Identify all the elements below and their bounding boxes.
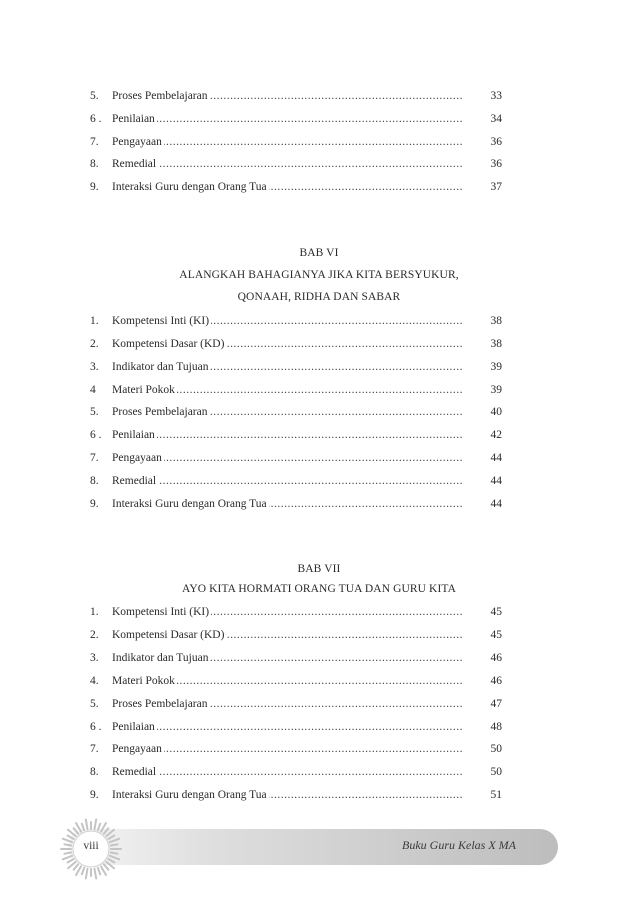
entry-label: Remedial [112,158,157,170]
toc-entry [90,381,502,399]
entry-label: Remedial [112,475,157,487]
badge-ray [82,868,84,875]
entry-page: 42 [490,429,502,441]
entry-page: 44 [490,452,502,464]
entry-label: Indikator dan Tujuan [112,361,209,373]
toc-entry [90,740,502,758]
entry-page: 45 [490,629,502,641]
badge-ray [94,819,96,829]
badge-ray [68,859,74,863]
entry-number: 2. [90,629,99,641]
entry-number: 9. [90,498,99,510]
entry-label: Penilaian [112,429,155,441]
chapter-title: QONAAH, RIDHA DAN SABAR [237,291,401,303]
entry-page: 39 [490,361,502,373]
toc-entry [90,649,502,667]
toc-entry [90,449,502,467]
toc-entry [90,358,502,376]
toc-entry [90,178,502,196]
toc-entry [90,672,502,690]
toc-entry [90,495,502,513]
entry-label: Pengayaan [112,743,162,755]
entry-page: 36 [490,136,502,148]
entry-page: 46 [490,675,502,687]
toc-entry [90,403,502,421]
entry-page: 45 [490,606,502,618]
toc-entry [90,133,502,151]
entry-number: 5. [90,406,99,418]
entry-number: 1. [90,606,99,618]
entry-page: 37 [490,181,502,193]
entry-page: 34 [490,113,502,125]
toc-entry [90,786,502,804]
page-number: viii [83,840,99,852]
entry-number: 1. [90,315,99,327]
entry-page: 51 [490,789,502,801]
entry-number: 4 [90,384,96,396]
badge-ray [74,864,78,869]
entry-page: 39 [490,384,502,396]
badge-ray [64,852,71,853]
entry-label: Interaksi Guru dengan Orang Tua [112,789,267,801]
badge-ray [82,824,84,831]
chapter-title: ALANGKAH BAHAGIANYA JIKA KITA BERSYUKUR, [179,269,459,281]
toc-entry [90,626,502,644]
footer-bar [68,829,558,865]
entry-page: 50 [490,743,502,755]
badge-ray [76,866,81,875]
entry-number: 9. [90,789,99,801]
entry-number: 8. [90,158,99,170]
entry-label: Pengayaan [112,136,162,148]
badge-ray [68,836,74,840]
toc-entry [90,312,502,330]
entry-number: 5. [90,90,99,102]
toc-entry [90,603,502,621]
badge-ray [104,828,108,833]
toc-entry [90,695,502,713]
entry-number: 5. [90,698,99,710]
book-title: Buku Guru Kelas X MA [402,838,516,852]
chapter-heading: BAB VII [297,563,341,575]
entry-page: 44 [490,475,502,487]
entry-label: Penilaian [112,721,155,733]
entry-number: 3. [90,652,99,664]
entry-label: Proses Pembelajaran [112,406,208,418]
entry-label: Kompetensi Dasar (KD) [112,338,225,350]
toc-entry [90,718,502,736]
entry-label: Remedial [112,766,157,778]
entry-page: 38 [490,338,502,350]
entry-number: 2. [90,338,99,350]
badge-ray [98,868,100,875]
badge-ray [104,864,108,869]
badge-ray [110,856,119,859]
entry-label: Kompetensi Inti (KI) [112,606,210,618]
entry-label: Interaksi Guru dengan Orang Tua [112,181,267,193]
entry-label: Interaksi Guru dengan Orang Tua [112,498,267,510]
entry-number: 8. [90,766,99,778]
badge-ray [98,824,100,831]
entry-page: 33 [490,90,502,102]
entry-page: 38 [490,315,502,327]
entry-label: Materi Pokok [112,384,175,396]
badge-ray [63,856,72,859]
entry-page: 40 [490,406,502,418]
badge-ray [86,819,88,829]
entry-number: 9. [90,181,99,193]
entry-label: Pengayaan [112,452,162,464]
toc-entry [90,110,502,128]
entry-number: 7. [90,136,99,148]
entry-label: Penilaian [112,113,155,125]
entry-number: 6 . [90,429,102,441]
entry-label: Proses Pembelajaran [112,90,208,102]
chapter-title: AYO KITA HORMATI ORANG TUA DAN GURU KITA [181,583,456,595]
badge-ray [74,828,78,833]
badge-ray [94,869,96,879]
entry-label: Materi Pokok [112,675,175,687]
toc-entry [90,155,502,173]
entry-page: 50 [490,766,502,778]
badge-ray [101,823,106,832]
entry-number: 3. [90,361,99,373]
badge-ray [101,866,106,875]
toc-entry [90,426,502,444]
entry-page: 36 [490,158,502,170]
entry-page: 47 [490,698,502,710]
entry-page: 46 [490,652,502,664]
entry-number: 6 . [90,113,102,125]
entry-page: 48 [490,721,502,733]
entry-number: 8. [90,475,99,487]
chapter-heading: BAB VI [299,247,339,259]
entry-number: 7. [90,743,99,755]
badge-ray [108,836,114,840]
badge-ray [76,823,81,832]
entry-number: 7. [90,452,99,464]
entry-number: 6 . [90,721,102,733]
toc-entry [90,335,502,353]
badge-ray [111,852,118,853]
toc-entry [90,763,502,781]
entry-label: Indikator dan Tujuan [112,652,209,664]
badge-ray [108,859,114,863]
entry-label: Kompetensi Dasar (KD) [112,629,225,641]
entry-page: 44 [490,498,502,510]
toc-entry [90,472,502,490]
toc-entry [90,87,502,105]
entry-number: 4. [90,675,99,687]
badge-ray [86,869,88,879]
entry-label: Kompetensi Inti (KI) [112,315,210,327]
entry-label: Proses Pembelajaran [112,698,208,710]
